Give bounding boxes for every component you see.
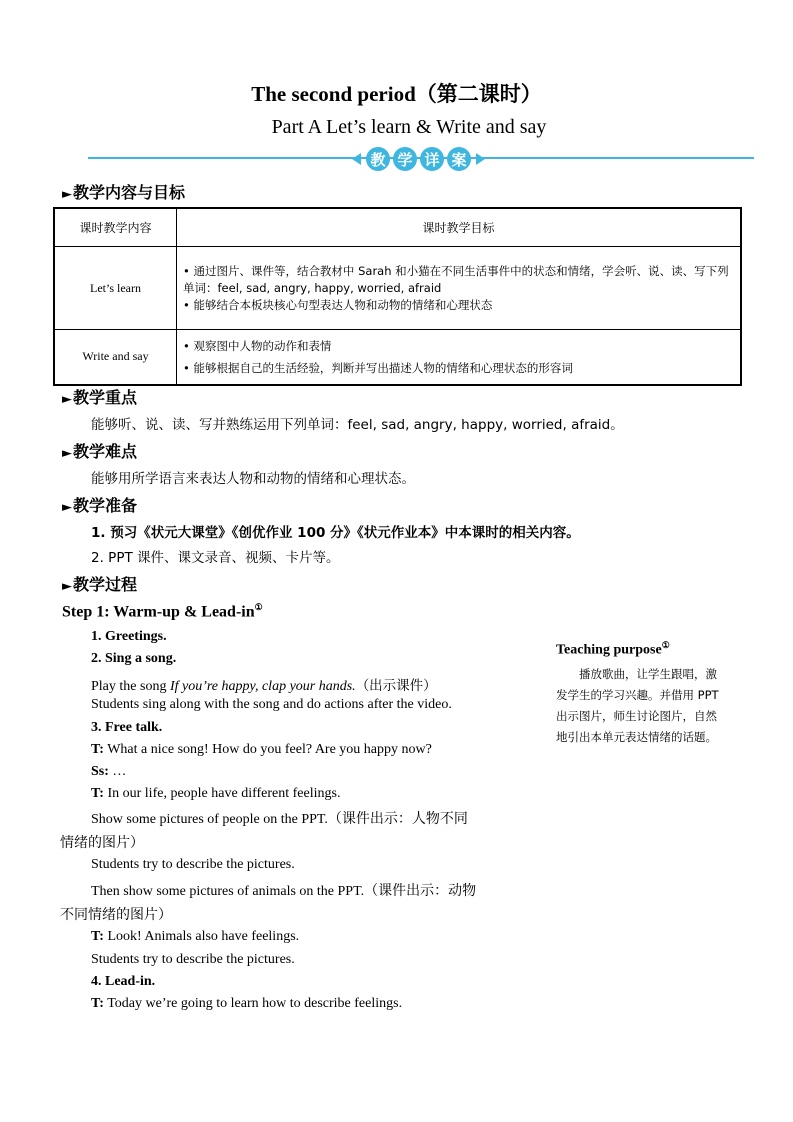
goal-item: • 通过图片、课件等，结合教材中 Sarah 和小猫在不同生活事件中的状态和情绪，学会听、说、读、写下列单词：feel, sad, angry, happy, worried, afraid xyxy=(183,263,729,295)
sing-along-line: Students sing along with the song and do actions after the video. xyxy=(91,697,452,712)
triangle-marker-icon: ► xyxy=(62,446,72,461)
sing-a-song: 2. Sing a song. xyxy=(91,651,177,666)
goal-item: • 能够根据自己的生活经验，判断并写出描述人物的情绪和心理状态的形容词 xyxy=(183,360,573,375)
goal-item: • 观察图中人物的动作和表情 xyxy=(183,338,332,353)
free-talk: 3. Free talk. xyxy=(91,720,163,735)
difficulties-text: 能够用所学语言来表达人物和动物的情绪和心理状态。 xyxy=(91,471,415,487)
dialogue-line: T: What a nice song! How do you feel? Are you happy now? xyxy=(91,742,432,757)
triangle-marker-icon: ► xyxy=(62,187,72,202)
table-cell-goals xyxy=(177,247,742,330)
lesson-plan-badge xyxy=(352,146,485,172)
section-preparation: ►教学准备 xyxy=(62,496,138,515)
dialogue-line: T: In our life, people have different feelings. xyxy=(91,786,341,801)
show-animals-line: Then show some pictures of animals on the PPT.（课件出示：动物 xyxy=(91,884,477,899)
table-cell-content: Let’s learn xyxy=(54,247,177,330)
section-key-points: ►教学重点 xyxy=(62,388,138,407)
show-people-line: Show some pictures of people on the PPT.（课件出示：人物不同 xyxy=(91,812,468,827)
preparation-item: 2. PPT 课件、课文录音、视频、卡片等。 xyxy=(91,550,340,566)
dialogue-line: T: Today we’re going to learn how to describe feelings. xyxy=(91,996,403,1011)
badge-char: 学 xyxy=(393,147,417,171)
show-animals-line-cont: 不同情绪的图片） xyxy=(60,907,172,923)
table-header-content: 课时教学内容 xyxy=(54,208,177,247)
table-header-goals: 课时教学目标 xyxy=(177,208,742,247)
triangle-marker-icon: ► xyxy=(62,579,72,594)
page-title: The second period（第二课时） xyxy=(251,82,542,106)
table-cell-content: Write and say xyxy=(54,330,177,385)
badge-char: 教 xyxy=(366,147,390,171)
goal-item: • 能够结合本板块核心句型表达人物和动物的情绪和心理状态 xyxy=(183,297,493,312)
section-process: ►教学过程 xyxy=(62,575,138,594)
teaching-purpose-body: 播放歌曲，让学生跟唱，激发学生的学习兴趣。并借用 PPT 出示图片，师生讨论图片，自然地引出本单元表达情绪的话题。 xyxy=(556,667,719,744)
preparation-item: 1. 预习《状元大课堂》《创优作业 100 分》《状元作业本》中本课时的相关内容。 xyxy=(91,525,580,541)
page-subtitle: Part A Let’s learn & Write and say xyxy=(271,116,547,138)
triangle-marker-icon: ► xyxy=(62,392,72,407)
show-people-line-cont: 情绪的图片） xyxy=(60,835,144,851)
dialogue-line: Ss: … xyxy=(91,764,127,779)
table-row xyxy=(54,247,741,330)
badge-char: 详 xyxy=(420,147,444,171)
footnote-mark: ① xyxy=(661,640,670,650)
goals-table xyxy=(53,207,742,386)
badge-right-arrow-icon xyxy=(476,153,485,165)
describe-line: Students try to describe the pictures. xyxy=(91,952,295,967)
play-song-line: Play the song If you’re happy, clap your hands.（出示课件） xyxy=(91,678,437,694)
greetings: 1. Greetings. xyxy=(91,629,167,644)
section-difficulties: ►教学难点 xyxy=(62,442,138,461)
triangle-marker-icon: ► xyxy=(62,500,72,515)
badge-char: 案 xyxy=(447,147,471,171)
section-content-goals: ►教学内容与目标 xyxy=(62,183,186,202)
teaching-purpose-heading: Teaching purpose① xyxy=(556,640,670,658)
step-1-title: Step 1: Warm-up & Lead-in① xyxy=(62,602,263,621)
table-row xyxy=(54,330,741,385)
describe-line: Students try to describe the pictures. xyxy=(91,857,295,872)
key-points-text: 能够听、说、读、写并熟练运用下列单词：feel, sad, angry, happy, worried, afraid。 xyxy=(91,417,624,433)
lead-in: 4. Lead-in. xyxy=(91,974,156,989)
dialogue-line: T: Look! Animals also have feelings. xyxy=(91,929,300,944)
footnote-mark: ① xyxy=(254,602,263,612)
badge-left-arrow-icon xyxy=(352,153,361,165)
table-cell-goals xyxy=(177,330,742,385)
song-title: If you’re happy, clap your hands. xyxy=(169,679,356,694)
